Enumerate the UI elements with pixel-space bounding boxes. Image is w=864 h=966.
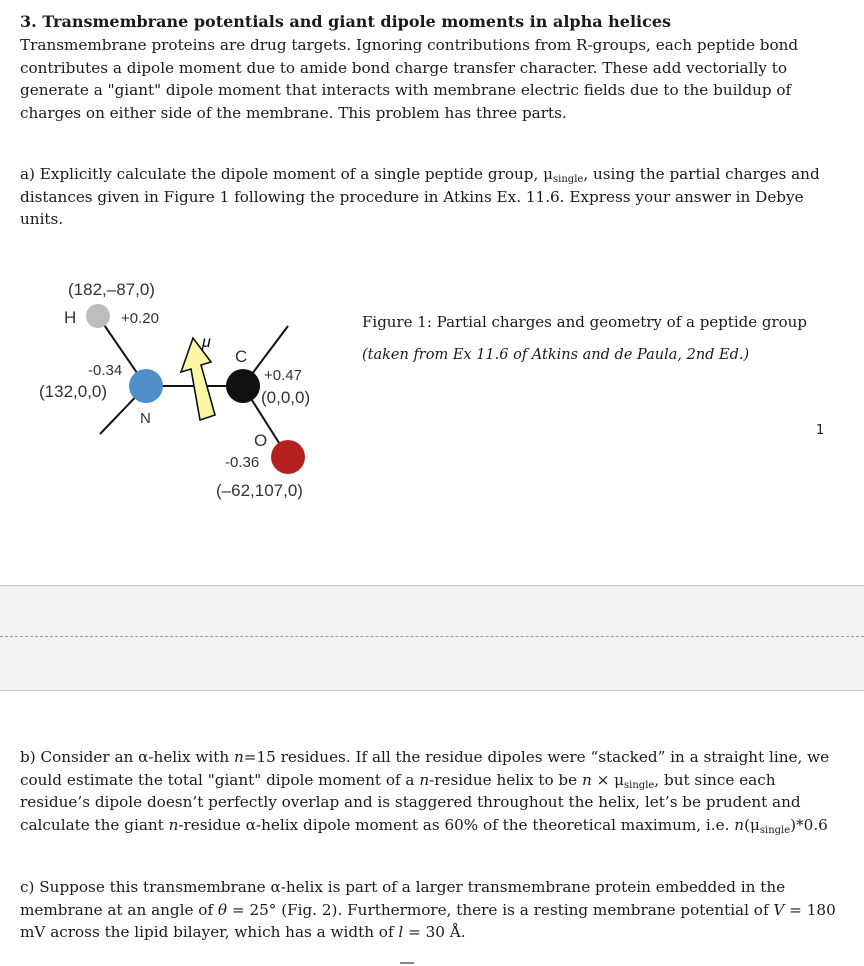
c-charge: +0.47 [264, 367, 302, 384]
mu-single-subscript: single [624, 779, 655, 791]
h-charge: +0.20 [121, 310, 159, 327]
part-b-text: , but since each residue’s dipole doesn’t perfectly overlap and is staggered throughout the helix, let’s be prudent and calculate the giant [20, 770, 801, 834]
alpha-symbol: α [138, 748, 149, 766]
figure-caption: Figure 1: Partial charges and geometry of a peptide group [362, 313, 807, 331]
peptide-group-diagram [30, 268, 350, 508]
part-b-text: -residue helix to be [429, 770, 582, 789]
n-variable: n [419, 770, 430, 789]
h-coords: (182,–87,0) [68, 280, 155, 299]
nitrogen-atom [129, 369, 163, 403]
mu-single-subscript: single [759, 824, 791, 836]
page-number: 1 [816, 423, 825, 438]
page-break-band [0, 585, 864, 691]
n-variable: n [233, 748, 244, 766]
part-a-text-2: , using the partial charges and distances given in Figure 1 following the procedure in Atkins Ex. 11.6. Express your answer in Debye units. [20, 165, 820, 228]
part-c-text: = 25° (Fig. 2). Furthermore, there is a resting membrane potential of [227, 900, 774, 919]
page-break-dashed-line [0, 636, 864, 637]
part-a-paragraph [20, 163, 840, 231]
n-coords: (132,0,0) [39, 382, 108, 401]
part-b-text: -residue [178, 815, 246, 834]
alpha-symbol: α [245, 815, 257, 834]
part-c-paragraph [20, 876, 840, 944]
part-c-text: = 30 Å. [403, 923, 466, 941]
mu-single-subscript: single [553, 174, 584, 185]
c-coords: (0,0,0) [261, 388, 311, 407]
theta-variable: θ [217, 900, 228, 919]
part-b-text: -helix with [148, 748, 234, 766]
n-charge: -0.34 [88, 362, 123, 379]
problem-title: 3. Transmembrane potentials and giant dipole moments in alpha helices [20, 12, 672, 31]
o-coords: (–62,107,0) [216, 481, 303, 500]
part-b-text: × μ [591, 770, 625, 789]
oxygen-atom [271, 440, 305, 474]
part-c-text: -helix is part of a larger transmembrane protein embedded in the membrane at an angle of [20, 878, 786, 919]
n-variable: n [734, 815, 745, 834]
n-variable: n [168, 815, 179, 834]
part-c-text: = 180 mV across the lipid bilayer, which has a width of [20, 900, 836, 941]
part-c-text: c) Suppose this transmembrane [20, 878, 271, 896]
figure-source: (taken from Ex 11.6 of Atkins and de Paula, 2nd Ed.) [362, 347, 750, 363]
part-a-text-1: a) Explicitly calculate the dipole moment of a single peptide group, μ [20, 165, 554, 183]
l-variable: l [398, 923, 404, 941]
part-b-text: )*0.6 [790, 815, 828, 834]
hydrogen-atom [86, 304, 110, 328]
o-label: O [254, 431, 268, 450]
c-label: C [235, 347, 248, 366]
h-label: H [64, 308, 77, 327]
part-b-text: =15 residues. If all the residue dipoles were “stacked” in a straight line, we could estimate the total "giant" dipole moment of a [20, 748, 830, 789]
o-charge: -0.36 [225, 454, 260, 471]
n-label: N [140, 410, 151, 427]
v-variable: V [773, 900, 785, 919]
mu-label: μ [202, 334, 211, 351]
n-variable: n [581, 770, 592, 789]
part-b-text: b) Consider an [20, 748, 139, 766]
text-cursor [400, 962, 414, 964]
alpha-symbol: α [270, 878, 281, 896]
part-b-paragraph [20, 746, 840, 836]
part-b-text: (μ [744, 815, 760, 834]
intro-paragraph: Transmembrane proteins are drug targets. Ignoring contributions from R-groups, each peptide bond contributes a dipole moment due to amide bond charge transfer character. These add vectorially to generate a "giant" dipole moment that interacts with membrane electric fields due to the buildup of charges on either side of the membrane. This problem has three parts. [20, 36, 799, 122]
part-b-text: -helix dipole moment as 60% of the theoretical maximum, i.e. [256, 815, 735, 834]
carbon-atom [226, 369, 260, 403]
